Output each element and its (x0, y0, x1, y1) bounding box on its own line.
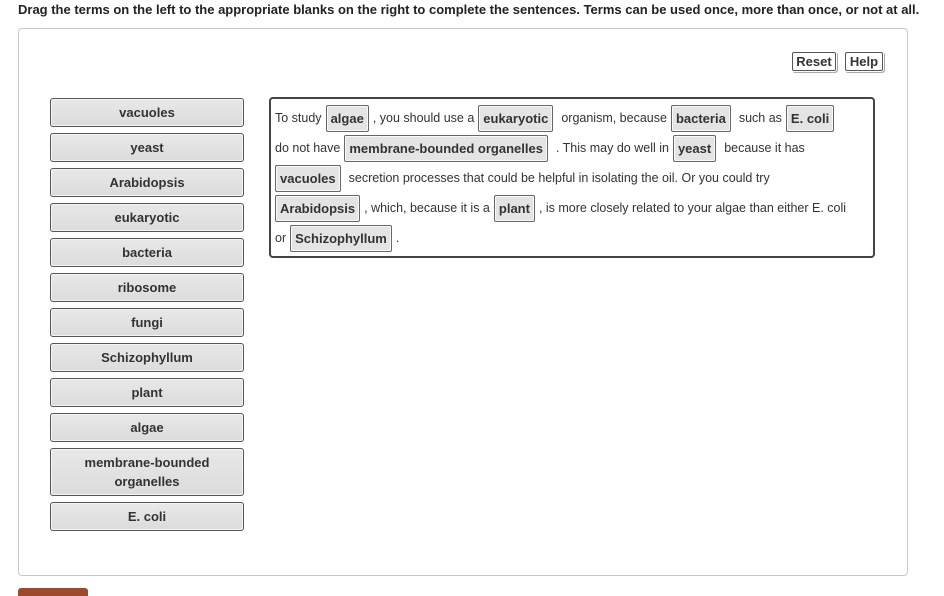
blank-vacuoles[interactable]: vacuoles (275, 165, 341, 192)
submit-button[interactable] (18, 588, 88, 596)
sentence-text: because it has (724, 141, 805, 155)
term-membrane-bounded-organelles[interactable]: membrane-bounded organelles (50, 448, 244, 496)
sentence-line-3 (275, 163, 774, 193)
sentence-text: such as (738, 111, 782, 125)
sentence-text: , is more closely related to your algae than either E. coli (538, 201, 847, 215)
sentence-text: or (275, 231, 287, 245)
sentence-text: To study (275, 111, 322, 125)
term-schizophyllum[interactable]: Schizophyllum (50, 343, 244, 372)
blank-arabidopsis[interactable]: Arabidopsis (275, 195, 360, 222)
blank-bacteria[interactable]: bacteria (671, 105, 731, 132)
term-eukaryotic[interactable]: eukaryotic (50, 203, 244, 232)
term-plant[interactable]: plant (50, 378, 244, 407)
term-bacteria[interactable]: bacteria (50, 238, 244, 267)
instructions-text: Drag the terms on the left to the appropriate blanks on the right to complete the sentences. Terms can be used once, more than once, or not at all. (18, 2, 920, 17)
sentence-text: do not have (275, 141, 341, 155)
blank-e-coli[interactable]: E. coli (786, 105, 834, 132)
sentence-text: . (395, 231, 400, 245)
blank-yeast[interactable]: yeast (673, 135, 716, 162)
blank-algae[interactable]: algae (326, 105, 369, 132)
blank-membrane-bounded-organelles[interactable]: membrane-bounded organelles (344, 135, 548, 162)
help-button[interactable]: Help (845, 52, 883, 71)
sentence-line-2 (275, 133, 809, 163)
term-algae[interactable]: algae (50, 413, 244, 442)
sentence-line-1 (275, 103, 834, 133)
sentence-text: , you should use a (372, 111, 475, 125)
sentence-text: . This may do well in (555, 141, 669, 155)
sentence-text: , which, because it is a (364, 201, 490, 215)
term-e-coli[interactable]: E. coli (50, 502, 244, 531)
term-arabidopsis[interactable]: Arabidopsis (50, 168, 244, 197)
term-fungi[interactable]: fungi (50, 308, 244, 337)
term-vacuoles[interactable]: vacuoles (50, 98, 244, 127)
sentence-text: organism, because (561, 111, 667, 125)
sentence-text: secretion processes that could be helpful in isolating the oil. Or you could try (348, 171, 770, 185)
sentence-line-5 (275, 223, 403, 253)
blank-schizophyllum[interactable]: Schizophyllum (290, 225, 392, 252)
term-yeast[interactable]: yeast (50, 133, 244, 162)
blank-eukaryotic[interactable]: eukaryotic (478, 105, 553, 132)
term-ribosome[interactable]: ribosome (50, 273, 244, 302)
sentence-line-4 (275, 193, 850, 223)
blank-plant[interactable]: plant (494, 195, 535, 222)
reset-button[interactable]: Reset (792, 52, 836, 71)
